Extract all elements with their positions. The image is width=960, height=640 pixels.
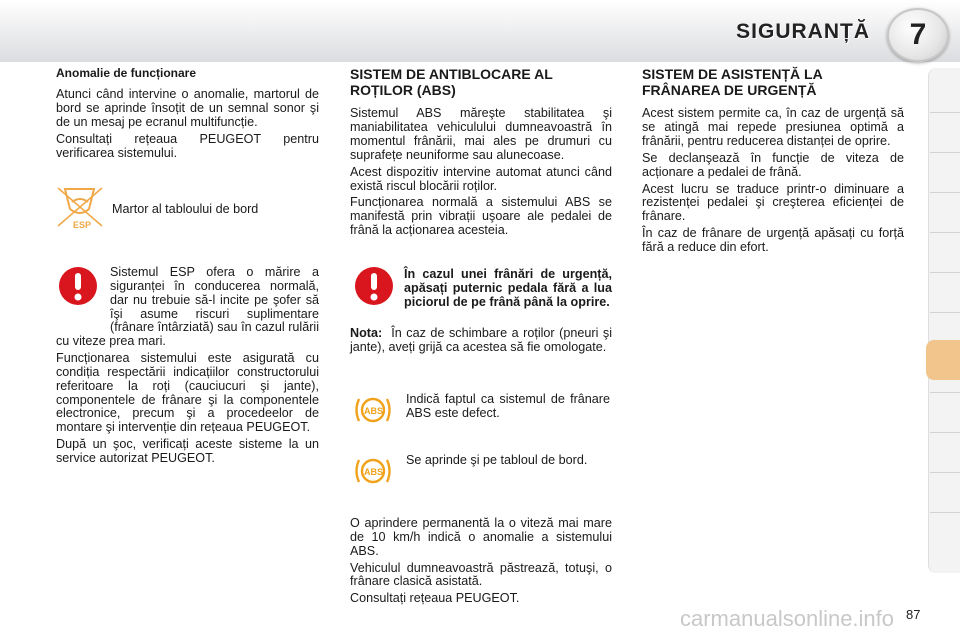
- paragraph: În caz de frânare de urgență apăsați cu forță fără a reduce din efort.: [642, 226, 904, 254]
- paragraph: Se declanşează în funcție de viteza de acționare a pedalei de frână.: [642, 150, 904, 179]
- esp-caption: Martor al tabloului de bord: [112, 202, 259, 216]
- page-number: 87: [906, 607, 921, 622]
- tab-divider: [930, 312, 960, 313]
- paragraph: Vehiculul dumneavoastră păstrează, totuşi, o frânare clasică asistată.: [350, 560, 612, 589]
- tab-divider: [930, 392, 960, 393]
- tab-divider: [930, 432, 960, 433]
- subheading-anomaly: Anomalie de funcționare: [56, 66, 197, 80]
- tab-divider: [930, 512, 960, 513]
- note-text: În caz de schimbare a roților (pneuri şi jante), aveți grijă ca acestea să fie omologate.: [350, 326, 612, 354]
- paragraph: Sistemul ABS măreşte stabilitatea şi maniabilitatea vehiculului dumneavoastră în momentul frânării, mai ales pe drumuri cu suprafețe neuniforme sau alunecoase.: [350, 106, 612, 162]
- chapter-tab-active[interactable]: [926, 340, 960, 380]
- paragraph: După un şoc, verificați aceste sisteme la un service autorizat PEUGEOT.: [56, 437, 319, 465]
- note-label: Nota:: [350, 326, 383, 340]
- middle-column-note: [350, 327, 612, 358]
- svg-text:ESP: ESP: [73, 220, 92, 230]
- note-paragraph: [350, 327, 612, 355]
- warning-exclamation-icon: [354, 266, 394, 306]
- paragraph: Acest sistem permite ca, în caz de urgență să se atingă mai repede presiunea optimă a frânării, pentru reducerea distanței de oprire.: [642, 106, 904, 149]
- tab-divider: [930, 272, 960, 273]
- svg-text:ABS: ABS: [364, 467, 384, 477]
- middle-column-closing: [350, 517, 612, 609]
- esp-warning-text: Sistemul ESP ofera o mărire a siguranței în conducerea normală, dar nu trebuie să-l incite pe şofer să îşi asume riscuri suplimentare (frânare întârziată) sau în cazul rulării cu viteze prea mari.: [56, 265, 319, 349]
- chapter-number-badge: 7: [887, 8, 949, 62]
- abs-defect-text: Indică faptul ca sistemul de frânare ABS este defect.: [406, 392, 610, 420]
- paragraph: Consultați rețeaua PEUGEOT pentru verificarea sistemului.: [56, 131, 319, 160]
- watermark-text: carmanualsonline.info: [680, 606, 895, 631]
- tab-divider: [930, 192, 960, 193]
- abs-section-title: SISTEM DE ANTIBLOCARE AL ROȚILOR (ABS): [350, 66, 553, 98]
- paragraph: Acest dispozitiv intervine automat atunci când există riscul blocării roților.: [350, 164, 612, 193]
- abs-indicator-row: [352, 454, 612, 488]
- tab-divider: [930, 112, 960, 113]
- left-column-warning: [56, 266, 319, 469]
- esp-indicator-row: [56, 186, 319, 230]
- paragraph: Consultați rețeaua PEUGEOT.: [350, 591, 520, 606]
- section-title-header: SIGURANȚĂ: [736, 20, 870, 43]
- paragraph: Atunci când intervine o anomalie, martorul de bord se aprinde însoțit de un semnal sonor şi de un mesaj pe ecranul multifuncție.: [56, 87, 319, 129]
- paragraph: Funcționarea normală a sistemului ABS se manifestă prin vibrații uşoare ale pedalei de frână la acționarea acesteia.: [350, 195, 612, 238]
- abs-warning-icon: [352, 393, 394, 427]
- paragraph: Acest lucru se traduce printr-o diminuare a rezistenței pedalei şi creşterea eficienței de frânare.: [642, 181, 904, 224]
- chapter-tab-strip: [928, 68, 960, 573]
- emergency-braking-warning: În cazul unei frânări de urgență, apăsați puternic pedala fără a lua piciorul de pe frână până la oprire.: [404, 267, 612, 309]
- abs-warning-icon: [352, 454, 394, 488]
- tab-divider: [930, 232, 960, 233]
- left-column-intro: [56, 67, 319, 163]
- svg-text:ABS: ABS: [364, 406, 384, 416]
- paragraph: O aprindere permanentă la o viteză mai mare de 10 km/h indică o anomalie a sistemului ABS.: [350, 516, 612, 558]
- tab-divider: [930, 472, 960, 473]
- paragraph: Funcționarea sistemului este asigurată cu condiția respectării indicațiilor constructorului referitoare la roți (cauciucuri şi jante), componentele de frânare şi la componentele electronice, precum şi a procedeelor de montare şi intervenție din rețeaua PEUGEOT.: [56, 351, 319, 435]
- right-column-brake-assist: [642, 67, 904, 258]
- brake-assist-section-title: SISTEM DE ASISTENȚĂ LA FRÂNAREA DE URGENȚĂ: [642, 66, 823, 98]
- abs-indicator-row: [352, 393, 612, 427]
- middle-column-abs: [350, 67, 612, 241]
- esp-warning-icon: [56, 186, 104, 230]
- tab-divider: [930, 152, 960, 153]
- abs-dashboard-text: Se aprinde şi pe tabloul de bord.: [406, 453, 588, 467]
